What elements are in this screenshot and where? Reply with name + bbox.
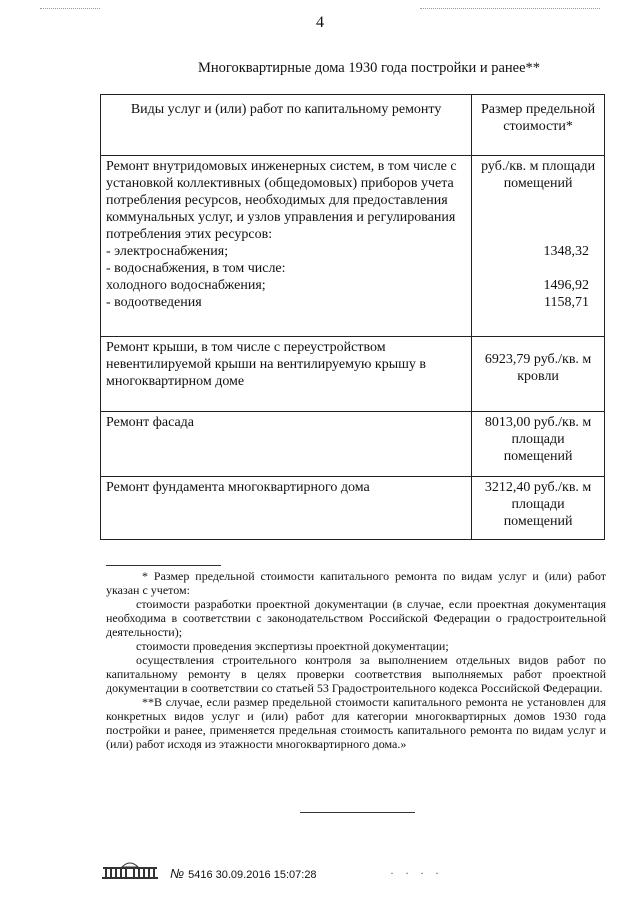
cost-cell [472, 156, 605, 337]
service-item-water: - водоснабжения, в том числе: [106, 261, 286, 276]
service-item-drainage: - водоотведения [106, 295, 202, 310]
cost-foundation: 3212,40 руб./кв. м площади помещений [472, 477, 605, 540]
service-foundation: Ремонт фундамента многоквартирного дома [101, 477, 472, 540]
section-title: Многоквартирные дома 1930 года постройки и ранее** [198, 60, 541, 76]
government-building-stamp [100, 858, 160, 884]
service-cell [101, 156, 472, 337]
header-max-cost: Размер предельной стоимости* [472, 95, 605, 156]
service-engineering-systems: Ремонт внутридомовых инженерных систем, в том числе с установкой коллективных (общедомовых) приборов учета потребления ресурсов, необходимых для предоставления коммунальных услуг, и узлов управления и регулирования потребления этих ресурсов: [106, 159, 457, 242]
services-table [100, 94, 605, 540]
page-number: 4 [316, 14, 324, 31]
cost-electricity: 1348,32 [543, 244, 589, 259]
cost-roof: 6923,79 руб./кв. м кровли [472, 337, 605, 412]
footnote-item-design: стоимости разработки проектной документации (в случае, если проектная документация необходима в соответствии с законодательством Российской Федерации о градостроительной деятельности); [106, 597, 606, 639]
scan-artifact [40, 8, 100, 11]
cost-unit: руб./кв. м площади помещений [481, 159, 596, 191]
scan-artifact: · · · · [390, 866, 443, 880]
table-row [101, 477, 605, 540]
table-header-row [101, 95, 605, 156]
footnote-double-star: **В случае, если размер предельной стоимости капитального ремонта не установлен для конкретных видов услуг и (или) работ для категории многоквартирных домов 1930 года постройки и ранее, применяется предельная стоимость капитального ремонта по видам услуг и (или) работ исходя из этажности многоквартирного дома.» [106, 695, 606, 751]
footnotes [106, 569, 606, 751]
footnote-divider [106, 565, 221, 566]
table-row [101, 156, 605, 337]
footnote-item-expertise: стоимости проведения экспертизы проектной документации; [136, 639, 449, 653]
footnote-item-control: осуществления строительного контроля за выполнением отдельных видов работ по капитальному ремонту в целях проверки соответствия выполняемых работ проектной документации в соответствии со статьей 53 Градостроительного кодекса Российской Федерации. [106, 653, 606, 695]
header-services: Виды услуг и (или) работ по капитальному ремонту [101, 95, 472, 156]
service-item-electricity: - электроснабжения; [106, 244, 229, 259]
scan-artifact [420, 8, 600, 11]
registry-stamp [170, 866, 317, 881]
registry-stamp-text: 5416 30.09.2016 15:07:28 [188, 869, 317, 881]
table-row [101, 337, 605, 412]
cost-drainage: 1158,71 [544, 295, 589, 310]
cost-cold-water: 1496,92 [543, 278, 589, 293]
table-row [101, 412, 605, 477]
cost-facade: 8013,00 руб./кв. м площади помещений [472, 412, 605, 477]
footnote-single-star: * Размер предельной стоимости капитального ремонта по видам услуг и (или) работ указан с учетом: [106, 569, 606, 597]
number-sign: № [170, 866, 185, 881]
service-item-cold-water: холодного водоснабжения; [106, 278, 266, 293]
service-roof: Ремонт крыши, в том числе с переустройством невентилируемой крыши на вентилируемую крышу в многоквартирном доме [101, 337, 472, 412]
service-facade: Ремонт фасада [101, 412, 472, 477]
end-divider [300, 812, 415, 813]
